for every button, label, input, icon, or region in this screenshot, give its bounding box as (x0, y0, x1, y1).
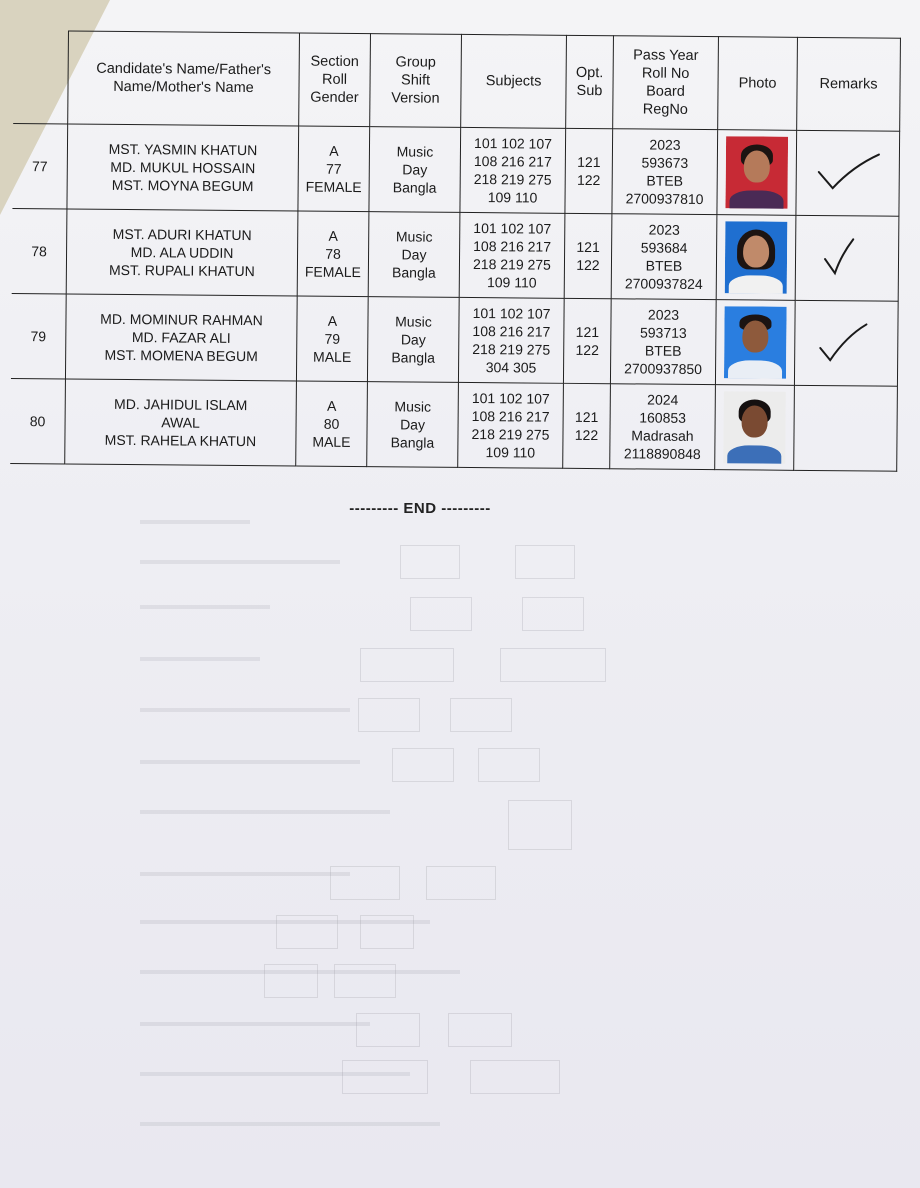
pass-info: 2023 593673 BTEB 2700937810 (612, 129, 718, 215)
optional-subjects: 121 122 (563, 298, 611, 383)
father-name: MD. MUKUL HOSSAIN (110, 158, 256, 177)
photo-cell (716, 215, 796, 301)
candidate-name: MD. JAHIDUL ISLAM (114, 395, 248, 414)
subjects: 101 102 107 108 216 217 218 219 275 109 110 (459, 212, 565, 298)
opt-sub-header: Opt. Sub (566, 35, 614, 128)
checkmark-icon (816, 318, 876, 369)
remarks-header: Remarks (797, 37, 901, 131)
subjects: 101 102 107 108 216 217 218 219 275 109 110 (458, 382, 564, 468)
candidate-name-header: Candidate's Name/Father's Name/Mother's Name (68, 31, 300, 126)
subjects: 101 102 107 108 216 217 218 219 275 304 305 (458, 297, 564, 383)
mother-name: MST. RAHELA KHATUN (104, 431, 257, 450)
mother-name: MST. RUPALI KHATUN (108, 261, 255, 280)
table-row (12, 208, 899, 301)
subjects: 101 102 107 108 216 217 218 219 275 109 110 (460, 127, 566, 213)
photo-cell (717, 130, 797, 216)
pass-info: 2024 160853 Madrasah 2118890848 (610, 384, 716, 470)
candidate-name: MD. MOMINUR RAHMAN (100, 310, 263, 329)
candidate-names (65, 379, 297, 466)
section-roll-gender-header: Section Roll Gender (299, 33, 371, 127)
pass-info: 2023 593713 BTEB 2700937850 (610, 299, 716, 385)
female-portrait-icon (725, 136, 788, 209)
remarks-cell (794, 385, 898, 471)
optional-subjects: 121 122 (565, 128, 613, 213)
candidate-name-continued: AWAL (161, 414, 200, 431)
candidate-names (66, 209, 298, 296)
candidate-table (10, 30, 901, 472)
section-roll-gender: A 80 MALE (296, 381, 368, 467)
father-name: MD. ALA UDDIN (130, 244, 234, 261)
section-roll-gender: A 77 FEMALE (298, 126, 370, 212)
male-portrait-icon (723, 391, 786, 464)
remarks-cell (794, 300, 898, 386)
group-shift-version: Music Day Bangla (368, 212, 460, 298)
group-shift-version: Music Day Bangla (367, 297, 459, 383)
group-shift-version: Music Day Bangla (369, 127, 461, 213)
candidate-names (65, 294, 297, 381)
serial-header (13, 30, 68, 123)
serial-number: 77 (12, 123, 67, 208)
optional-subjects: 121 122 (564, 213, 612, 298)
photo-cell (715, 300, 795, 386)
male-portrait-icon (724, 306, 787, 379)
mother-name: MST. MOYNA BEGUM (111, 176, 254, 195)
table-row (12, 123, 899, 216)
pass-info: 2023 593684 BTEB 2700937824 (611, 214, 717, 300)
group-shift-version: Music Day Bangla (367, 382, 459, 468)
mother-name: MST. MOMENA BEGUM (104, 346, 258, 365)
serial-number: 80 (10, 378, 65, 463)
subjects-header: Subjects (461, 34, 567, 128)
candidate-names (67, 124, 299, 211)
section-roll-gender: A 78 FEMALE (297, 211, 369, 297)
remarks-cell (795, 215, 899, 301)
female-portrait-icon (725, 221, 788, 294)
candidate-name: MST. ADURI KHATUN (112, 225, 252, 244)
checkmark-icon (817, 233, 877, 284)
section-roll-gender: A 79 MALE (296, 296, 368, 382)
serial-number: 79 (11, 293, 66, 378)
table-row (10, 378, 897, 471)
remarks-cell (796, 130, 900, 216)
photo-header: Photo (718, 37, 798, 131)
candidate-name: MST. YASMIN KHATUN (108, 140, 258, 159)
group-shift-version-header: Group Shift Version (370, 34, 462, 128)
optional-subjects: 121 122 (563, 383, 611, 468)
end-marker: --------- END --------- (349, 500, 491, 517)
photo-cell (715, 385, 795, 471)
father-name: MD. FAZAR ALI (131, 329, 231, 346)
table-row (11, 293, 898, 386)
pass-year-header: Pass Year Roll No Board RegNo (613, 36, 719, 130)
table-header-row (13, 30, 900, 131)
checkmark-icon (813, 150, 883, 197)
serial-number: 78 (12, 208, 67, 293)
